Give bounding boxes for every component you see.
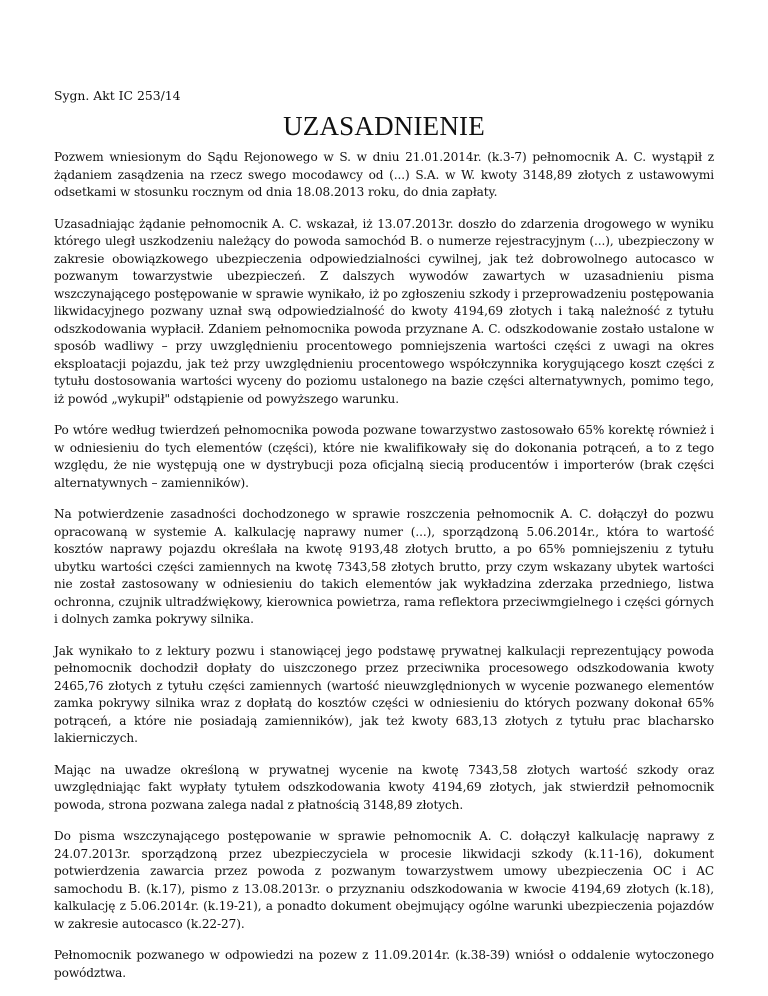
document-page xyxy=(54,88,714,996)
document-title: UZASADNIENIE xyxy=(283,111,485,141)
paragraph-4: Na potwierdzenie zasadności dochodzonego w sprawie roszczenia pełnomocnik A. C. dołączył do pozwu opracowaną w systemie A. kalkulację naprawy numer (...), sporządzoną 5.06.2014r., która to wartość kosztów naprawy pojazdu określała na kwotę 9193,48 złotych brutto, a po 65% pomniejszeniu z tytułu ubytku wartości części zamiennych na kwotę 7343,58 złotych brutto, przy czym wskazany ubytek wartości nie został zastosowany w odniesieniu do takich elementów jak wykładzina zderzaka przedniego, listwa ochronna, czujnik ultradźwiękowy, kierownica powietrza, rama reflektora przeciwmgielnego i części górnych i dolnych zamka pokrywy silnika. xyxy=(54,507,714,626)
paragraph-5: Jak wynikało to z lektury pozwu i stanowiącej jego podstawę prywatnej kalkulacji reprezentujący powoda pełnomocnik dochodził dopłaty do uiszczonego przez przeciwnika procesowego odszkodowania kwoty 2465,76 złotych z tytułu części zamiennych (wartość nieuwzględnionych w wycenie pozwanego elementów zamka pokrywy silnika wraz z dopłatą do kosztów części w odniesieniu do których pozwany dokonał 65% potrąceń, a które nie posiadają zamienników), jak też kwoty 683,13 złotych z tytułu prac blacharsko lakierniczych. xyxy=(54,643,714,745)
paragraph-8: Pełnomocnik pozwanego w odpowiedzi na pozew z 11.09.2014r. (k.38-39) wniósł o oddalenie wytoczonego powództwa. xyxy=(54,948,714,980)
paragraph-3: Po wtóre według twierdzeń pełnomocnika powoda pozwane towarzystwo zastosowało 65% korektę również i w odniesieniu do tych elementów (części), które nie kwalifikowały się do dokonania potrąceń, a to z tego względu, że nie występują one w dystrybucji poza oficjalną siecią producentów i importerów (brak części alternatywnych – zamienników). xyxy=(54,423,714,490)
paragraph-6: Mając na uwadze określoną w prywatnej wycenie na kwotę 7343,58 złotych wartość szkody oraz uwzględniając fakt wypłaty tytułem odszkodowania kwoty 4194,69 złotych, jak stwierdził pełnomocnik powoda, strona pozwana zalega nadal z płatnością 3148,89 złotych. xyxy=(54,762,714,812)
case-signature: Sygn. Akt IC 253/14 xyxy=(54,88,181,103)
paragraph-7: Do pisma wszczynającego postępowanie w sprawie pełnomocnik A. C. dołączył kalkulację naprawy z 24.07.2013r. sporządzoną przez ubezpieczyciela w procesie likwidacji szkody (k.11-16), dokument potwierdzenia zawarcia przez powoda z pozwanym towarzystwem umowy ubezpieczenia OC i AC samochodu B. (k.17), pismo z 13.08.2013r. o przyznaniu odszkodowania w kwocie 4194,69 złotych (k.18), kalkulację z 5.06.2014r. (k.19-21), a ponadto dokument obejmujący ogólne warunki ubezpieczenia pojazdów w zakresie autocasco (k.22-27). xyxy=(54,829,714,931)
paragraph-1: Pozwem wniesionym do Sądu Rejonowego w S. w dniu 21.01.2014r. (k.3-7) pełnomocnik A. C. wystąpił z żądaniem zasądzenia na rzecz swego mocodawcy od (...) S.A. w W. kwoty 3148,89 złotych z ustawowymi odsetkami w stosunku rocznym od dnia 18.08.2013 roku, do dnia zapłaty. xyxy=(54,150,714,199)
paragraph-2: Uzasadniając żądanie pełnomocnik A. C. wskazał, iż 13.07.2013r. doszło do zdarzenia drogowego w wyniku którego uległ uszkodzeniu należący do powoda samochód B. o numerze rejestracyjnym (...), ubezpieczony w zakresie obowiązkowego ubezpieczenia odpowiedzialności cywilnej, jak też dobrowolnego autocasco w pozwanym towarzystwie ubezpieczeń. Z dalszych wywodów zawartych w uzasadnieniu pisma wszczynającego postępowanie w sprawie wynikało, iż po zgłoszeniu szkody i przeprowadzeniu postępowania likwidacyjnego pozwany uznał swą odpowiedzialność do kwoty 4194,69 złotych i taką należność z tytułu odszkodowania wypłacił. Zdaniem pełnomocnika powoda przyznane A. C. odszkodowanie zostało ustalone w sposób wadliwy – przy uwzględnieniu procentowego pomniejszenia wartości części z uwagi na okres eksploatacji pojazdu, jak też przy uwzględnieniu procentowego współczynnika korygującego koszt części z tytułu dostosowania wartości wyceny do poziomu ustalonego na bazie części alternatywnych, pomimo tego, iż powód „wykupił" odstąpienie od powyższego warunku. xyxy=(54,216,714,406)
